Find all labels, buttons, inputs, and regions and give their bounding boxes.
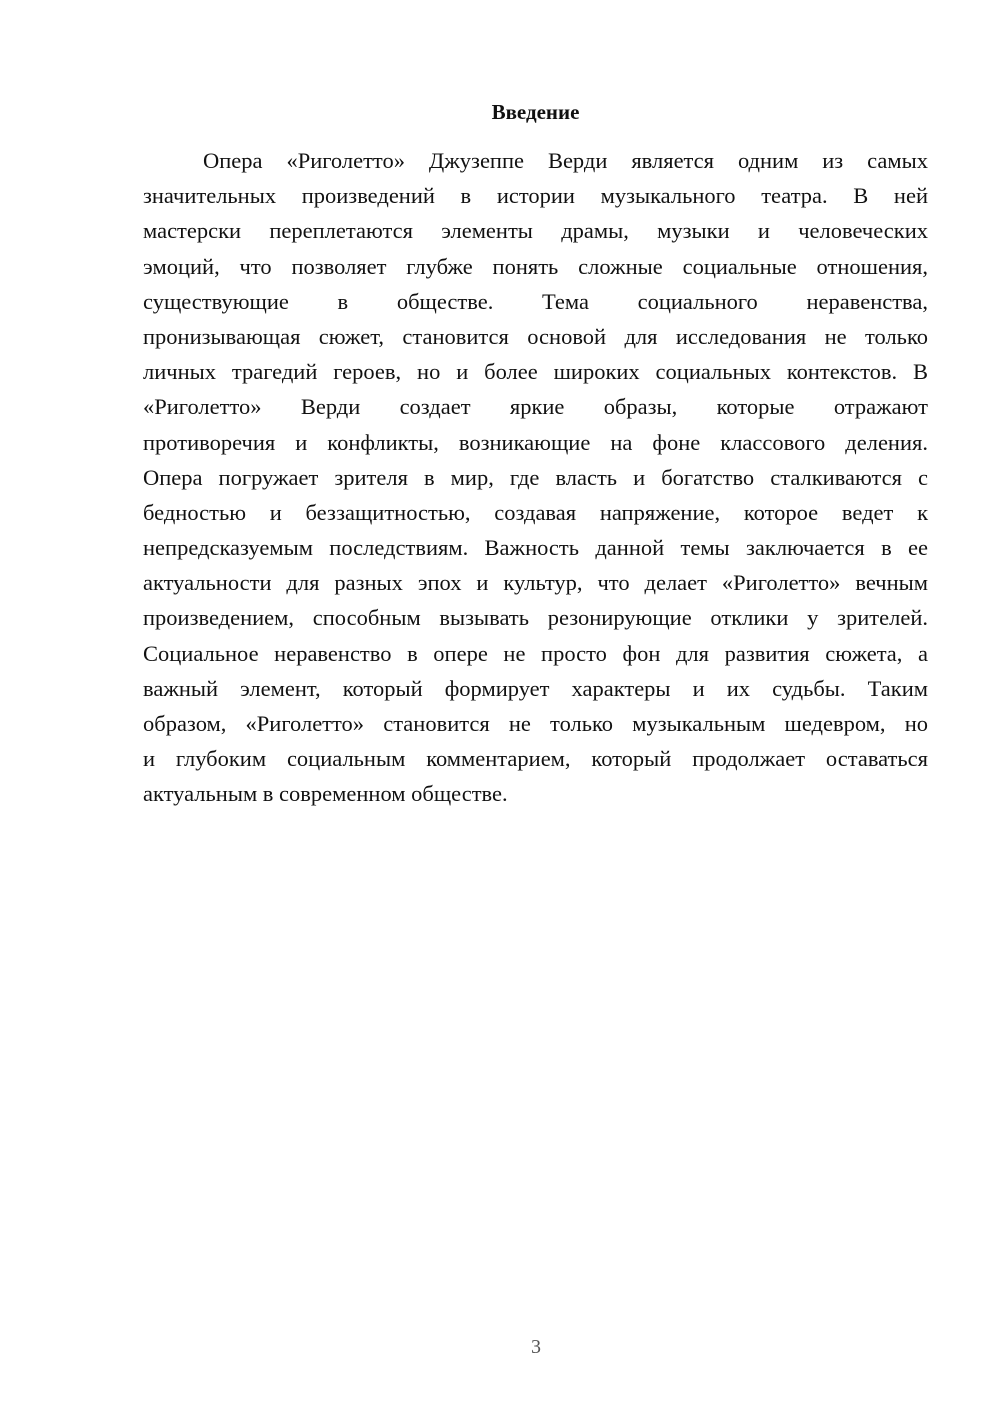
paragraph-line: Социальное неравенство в опере не просто фон для развития сюжета, а: [143, 640, 928, 666]
section-heading: Введение: [491, 100, 580, 124]
paragraph-line: важный элемент, который формирует характеры и их судьбы. Таким: [143, 675, 928, 701]
paragraph-line: противоречия и конфликты, возникающие на фоне классового деления.: [143, 429, 928, 455]
paragraph-line: и глубоким социальным комментарием, который продолжает оставаться: [143, 746, 928, 772]
paragraph-line: значительных произведений в истории музыкального театра. В ней: [143, 183, 928, 209]
paragraph-line: бедностью и беззащитностью, создавая напряжение, которое ведет к: [143, 499, 928, 525]
paragraph-line: «Риголетто» Верди создает яркие образы, которые отражают: [143, 394, 928, 420]
paragraph-line: мастерски переплетаются элементы драмы, музыки и человеческих: [143, 218, 928, 244]
paragraph-line: актуальным в современном обществе.: [143, 781, 508, 807]
paragraph-line: непредсказуемым последствиям. Важность данной темы заключается в ее: [143, 535, 928, 561]
paragraph-line: существующие в обществе. Тема социального неравенства,: [143, 288, 928, 314]
paragraph-line: пронизывающая сюжет, становится основой для исследования не только: [143, 323, 928, 349]
paragraph-line: эмоций, что позволяет глубже понять сложные социальные отношения,: [143, 253, 928, 279]
paragraph-line: произведением, способным вызывать резонирующие отклики у зрителей.: [143, 605, 928, 631]
page-number: 3: [531, 1336, 541, 1358]
paragraph-line: личных трагедий героев, но и более широких социальных контекстов. В: [143, 359, 928, 385]
paragraph-line: Опера «Риголетто» Джузеппе Верди является одним из самых: [203, 148, 928, 173]
paragraph-line: Опера погружает зрителя в мир, где власть и богатство сталкиваются с: [143, 464, 928, 490]
paragraph-line: образом, «Риголетто» становится не только музыкальным шедевром, но: [143, 711, 928, 736]
intro-paragraph: [143, 143, 928, 812]
paragraph-line: актуальности для разных эпох и культур, что делает «Риголетто» вечным: [143, 570, 928, 596]
